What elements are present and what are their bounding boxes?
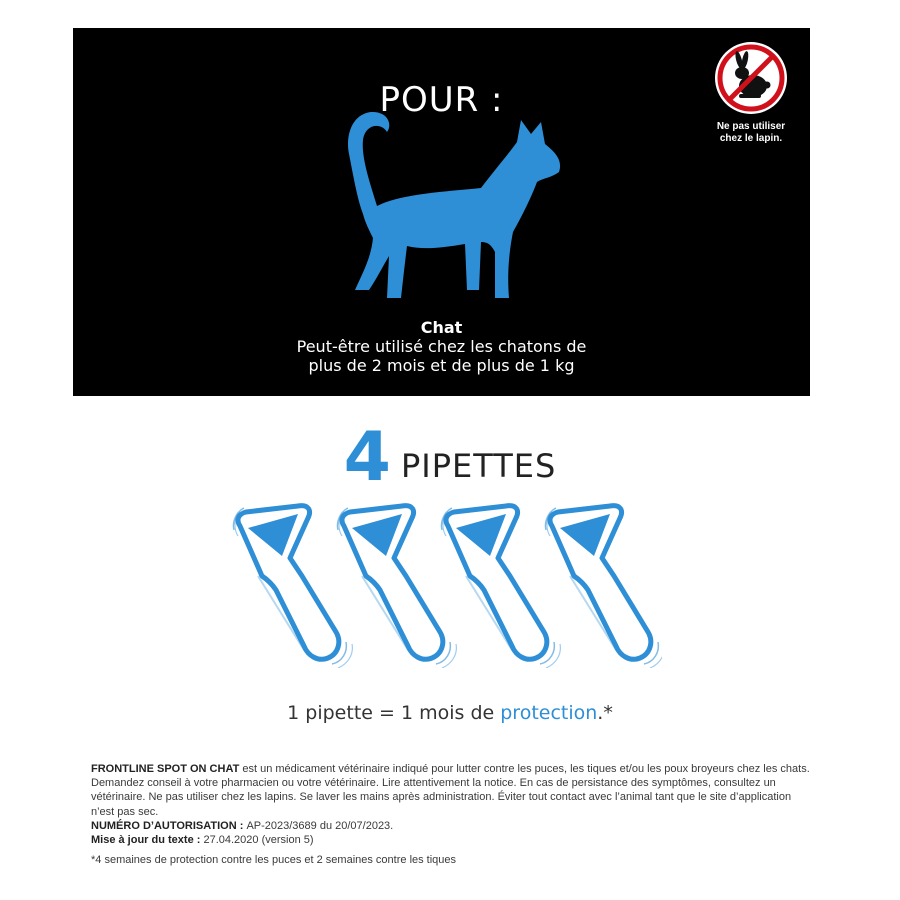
- cat-silhouette-icon: [331, 102, 571, 302]
- pipette-icon: [441, 506, 560, 668]
- legal-description: [91, 762, 811, 819]
- equation-suffix: .*: [597, 702, 613, 724]
- warning-line-2: chez le lapin.: [719, 133, 783, 144]
- pipette-icon: [545, 506, 662, 668]
- authorization-label: NUMÉRO D’AUTORISATION :: [91, 819, 247, 832]
- product-description: est un médicament vétérinaire indiqué pour lutter contre les puces, les tiques et/ou les poux broyeurs chez les chats. Demandez conseil à votre pharmacien ou votre vétérinaire. Lire attentivement la notice. En cas de persistance des symptômes, consultez un vétérinaire. Ne pas utiliser chez les lapins. Se laver les mains après administration. Éviter tout contact avec l’animal tant que le site d’application n’est pas sec.: [91, 763, 810, 818]
- protection-footnote: *4 semaines de protection contre les puces et 2 semaines contre les tiques: [91, 854, 457, 867]
- pipette-count-label: PIPETTES: [401, 447, 557, 485]
- pipette-duration-statement: [0, 700, 900, 726]
- usage-line-2: plus de 2 mois et de plus de 1 kg: [308, 356, 575, 375]
- authorization-value: AP-2023/3689 du 20/07/2023.: [246, 819, 394, 832]
- pipette-icon: [233, 506, 352, 668]
- equation-highlight: protection: [500, 702, 598, 724]
- equation-prefix: 1 pipette = 1 mois de: [287, 702, 501, 724]
- no-rabbit-icon: [713, 40, 789, 116]
- warning-line-1: Ne pas utiliser: [716, 121, 786, 132]
- update-value: 27.04.2020 (version 5): [203, 834, 314, 847]
- pipette-icon: [337, 506, 456, 668]
- product-name: FRONTLINE SPOT ON CHAT: [91, 763, 240, 775]
- species-label: Chat: [420, 318, 463, 337]
- legal-notice: [91, 762, 811, 867]
- pipette-icons: [222, 498, 662, 668]
- pour-title: POUR :: [379, 80, 504, 120]
- target-animal-panel: [73, 28, 810, 396]
- rabbit-warning-text: [683, 121, 819, 145]
- cat-usage-caption: [73, 318, 810, 375]
- update-label: Mise à jour du texte :: [91, 834, 204, 847]
- update-line: [91, 833, 811, 847]
- pipette-count: 4: [343, 418, 391, 497]
- authorization-line: [91, 819, 811, 833]
- usage-line-1: Peut-être utilisé chez les chatons de: [296, 337, 587, 356]
- pipette-count-heading: [0, 418, 900, 498]
